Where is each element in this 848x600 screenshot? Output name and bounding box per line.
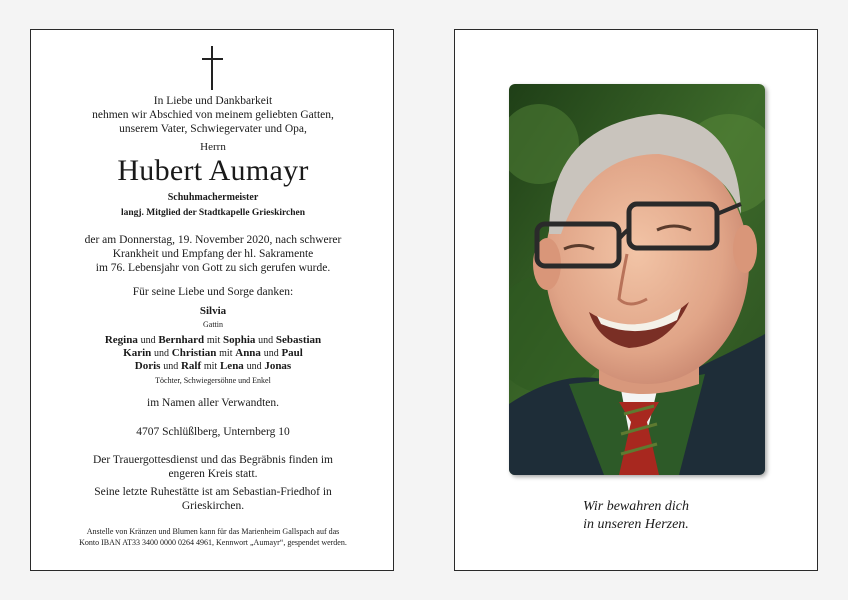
- cross-icon-bar: [202, 58, 223, 60]
- family-member: Lena: [219, 360, 244, 372]
- thanks-line: Für seine Liebe und Sorge danken:: [132, 286, 294, 298]
- photo-panel: [454, 29, 818, 571]
- portrait-photo: [509, 84, 765, 475]
- family-member: Sebastian: [275, 334, 322, 346]
- connector: mit: [206, 335, 221, 346]
- connector: mit: [219, 348, 233, 359]
- portrait-illustration: [509, 84, 765, 475]
- intro-line: nehmen wir Abschied von meinem geliebten Gatten,: [92, 109, 334, 121]
- death-notice-line: Krankheit und Empfang der hl. Sakramente: [112, 248, 314, 260]
- resting-place-line: Grieskirchen.: [181, 500, 245, 512]
- connector: und: [163, 361, 179, 372]
- resting-place: [31, 485, 395, 513]
- family-member: Karin: [123, 347, 152, 359]
- relatives-line: im Namen aller Verwandten.: [147, 397, 279, 409]
- wife-name: Silvia: [199, 305, 227, 317]
- donation-note: [31, 526, 395, 548]
- cross-icon: [211, 46, 213, 90]
- family-member: Christian: [171, 347, 217, 359]
- family-member: Ralf: [180, 360, 202, 372]
- connector: und: [246, 361, 262, 372]
- club-membership: langj. Mitglied der Stadtkapelle Grieskirchen: [120, 208, 306, 218]
- wife-role: Gattin: [203, 320, 223, 329]
- family-member: Anna: [235, 347, 261, 359]
- family-member: Paul: [281, 347, 303, 359]
- memorial-quote: [455, 498, 817, 534]
- family-member: Jonas: [264, 360, 292, 372]
- funeral-line: Der Trauergottesdienst und das Begräbnis finden im: [93, 454, 333, 466]
- connector: mit: [203, 361, 218, 372]
- quote-line: in unseren Herzen.: [583, 517, 689, 532]
- family-list: [31, 334, 395, 373]
- family-row: [31, 360, 395, 373]
- quote-line: Wir bewahren dich: [582, 499, 690, 514]
- salutation: Herrn: [200, 141, 226, 153]
- connector: und: [263, 348, 279, 359]
- family-row: [31, 334, 395, 347]
- children-caption: Töchter, Schwiegersöhne und Enkel: [155, 376, 271, 385]
- death-notice-line: der am Donnerstag, 19. November 2020, nach schwerer: [84, 234, 342, 246]
- deceased-name: Hubert Aumayr: [117, 154, 309, 187]
- donation-line: Konto IBAN AT33 3400 0000 0264 4961, Kennwort „Aumayr“, gespendet werden.: [79, 538, 347, 547]
- death-notice: [31, 233, 395, 275]
- connector: und: [154, 348, 170, 359]
- intro-text: [31, 94, 395, 136]
- obituary-text-panel: [30, 29, 394, 571]
- death-notice-line: im 76. Lebensjahr von Gott zu sich gerufen wurde.: [95, 262, 331, 274]
- funeral-line: engeren Kreis statt.: [168, 468, 258, 480]
- connector: und: [140, 335, 156, 346]
- family-member: Regina: [104, 334, 138, 346]
- family-row: [31, 347, 395, 360]
- funeral-info: [31, 453, 395, 481]
- profession: Schuhmachermeister: [167, 192, 259, 203]
- address: 4707 Schlüßlberg, Unternberg 10: [136, 426, 290, 438]
- family-member: Doris: [134, 360, 161, 372]
- connector: und: [258, 335, 274, 346]
- intro-line: In Liebe und Dankbarkeit: [153, 95, 273, 107]
- intro-line: unserem Vater, Schwiegervater und Opa,: [119, 123, 307, 135]
- donation-line: Anstelle von Kränzen und Blumen kann für das Marienheim Gallspach auf das: [86, 527, 340, 536]
- resting-place-line: Seine letzte Ruhestätte ist am Sebastian-Friedhof in: [94, 486, 332, 498]
- family-member: Sophia: [223, 334, 256, 346]
- family-member: Bernhard: [158, 334, 205, 346]
